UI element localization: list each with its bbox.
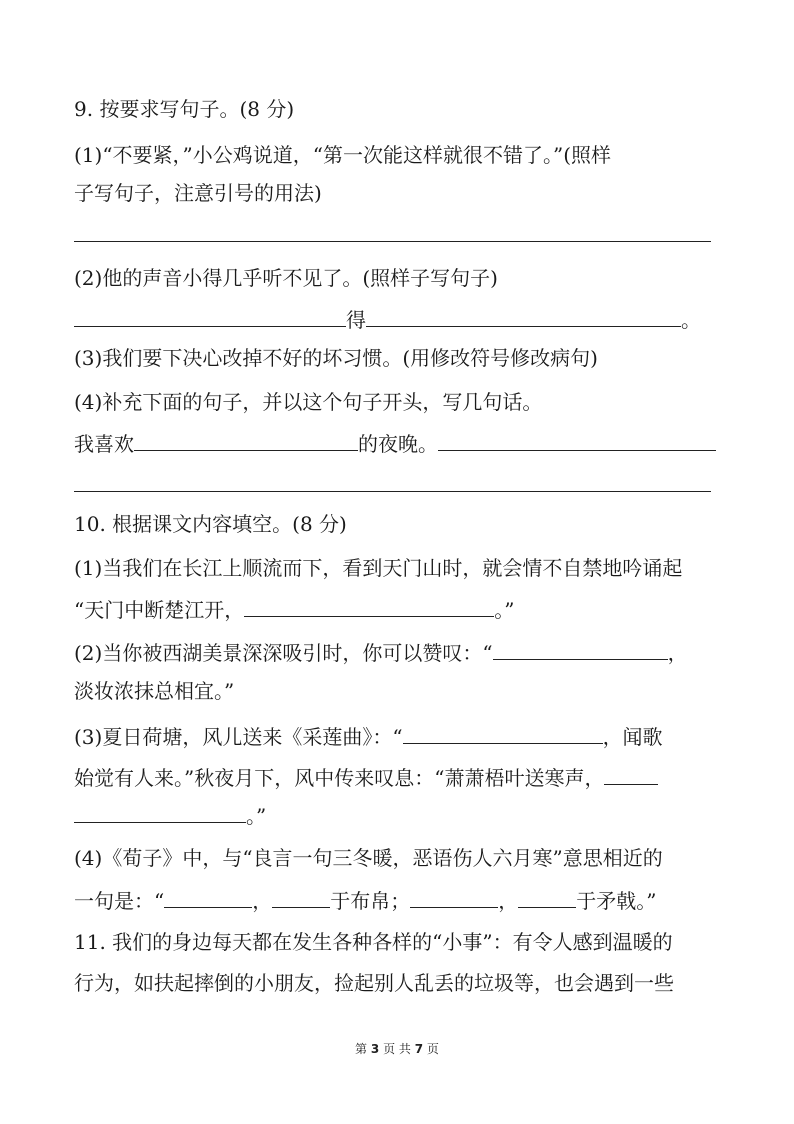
q10-part3-blank-1[interactable] [403, 723, 603, 744]
footer-mid: 页 共 [383, 1042, 411, 1056]
q10-part2-end: ， [667, 641, 688, 665]
q10-part3-blank-2b[interactable] [74, 802, 246, 823]
q9-title: 9. 按要求写句子。(8 分) [74, 97, 295, 121]
q10-part1-blank[interactable] [244, 596, 494, 617]
q10-part4-line2 [74, 887, 656, 913]
q10-part4-blank-3[interactable] [410, 887, 498, 908]
q9-part4-blank-1[interactable] [134, 430, 358, 451]
q9-part4-answer-row [74, 430, 716, 456]
q9-part4-blank-2[interactable] [438, 430, 716, 451]
q9-part1-line2: 子写句子，注意引号的用法) [74, 181, 322, 205]
q10-part4-part1: 于布帛； [330, 889, 411, 913]
q10-part1-line1: (1)当我们在长江上顺流而下，看到天门山时，就会情不自禁地吟诵起 [74, 556, 683, 580]
q9-part4-mid: 的夜晚。 [358, 432, 438, 456]
q10-part3-blank-2a[interactable] [604, 764, 658, 785]
q9-part2-mid: 得 [346, 308, 366, 332]
q10-part3-line3-end: 。” [246, 804, 267, 828]
q10-part3-line1 [74, 723, 663, 749]
footer-pre: 第 [355, 1042, 368, 1056]
q9-part4-line: (4)补充下面的句子，并以这个句子开头，写几句话。 [74, 390, 543, 414]
q11-line1: 11. 我们的身边每天都在发生各种各样的“小事”：有令人感到温暖的 [74, 930, 673, 954]
q10-part4-part2: 于矛戟。” [576, 889, 657, 913]
q10-part3-line3 [74, 802, 266, 828]
q9-part3-line: (3)我们要下决心改掉不好的坏习惯。(用修改符号修改病句) [74, 346, 598, 370]
q10-part4-start: 一句是：“ [74, 889, 165, 913]
q9-part2-line: (2)他的声音小得几乎听不见了。(照样子写句子) [74, 266, 498, 290]
q9-part1-answer-line[interactable] [74, 241, 711, 242]
q9-part2-end: 。 [681, 308, 701, 332]
q10-part2-start: (2)当你被西湖美景深深吸引时，你可以赞叹：“ [74, 641, 493, 665]
q10-part4-blank-2[interactable] [272, 887, 330, 908]
footer-page-number: 3 [370, 1042, 380, 1056]
q9-part2-blank-1[interactable] [74, 306, 346, 327]
q9-part4-answer-line[interactable] [74, 491, 711, 492]
q10-part4-comma-1: ， [252, 889, 273, 913]
q10-part2-line1 [74, 639, 688, 665]
q11-line2: 行为，如扶起摔倒的小朋友，捡起别人乱丢的垃圾等，也会遇到一些 [74, 971, 674, 995]
q10-part4-line1: (4)《荀子》中，与“良言一句三冬暖，恶语伤人六月寒”意思相近的 [74, 846, 663, 870]
q9-part2-blank-2[interactable] [366, 306, 681, 327]
page-footer [0, 1041, 794, 1057]
q10-part3-start: (3)夏日荷塘，风儿送来《采莲曲》：“ [74, 725, 403, 749]
q10-part3-line2-text: 始觉有人来。”秋夜月下，风中传来叹息：“萧萧梧叶送寒声， [74, 766, 605, 790]
q10-part2-line2: 淡妆浓抹总相宜。” [74, 679, 235, 703]
q10-part4-comma-2: ， [498, 889, 519, 913]
q10-part4-blank-1[interactable] [164, 887, 252, 908]
q10-part3-line2 [74, 764, 658, 790]
q10-part1-start: “天门中断楚江开， [74, 598, 245, 622]
q10-part1-end: 。” [494, 598, 515, 622]
q9-part2-answer-row [74, 306, 701, 332]
footer-post: 页 [426, 1042, 439, 1056]
q9-part4-start: 我喜欢 [74, 432, 134, 456]
q10-part3-end: ，闻歌 [602, 725, 663, 749]
footer-total-pages: 7 [414, 1042, 424, 1056]
q10-part4-blank-4[interactable] [518, 887, 576, 908]
q10-title: 10. 根据课文内容填空。(8 分) [74, 512, 347, 536]
q10-part2-blank[interactable] [493, 639, 668, 660]
q9-part1-line1: (1)“不要紧，”小公鸡说道，“第一次能这样就很不错了。”(照样 [74, 143, 612, 167]
q10-part1-line2 [74, 596, 514, 622]
